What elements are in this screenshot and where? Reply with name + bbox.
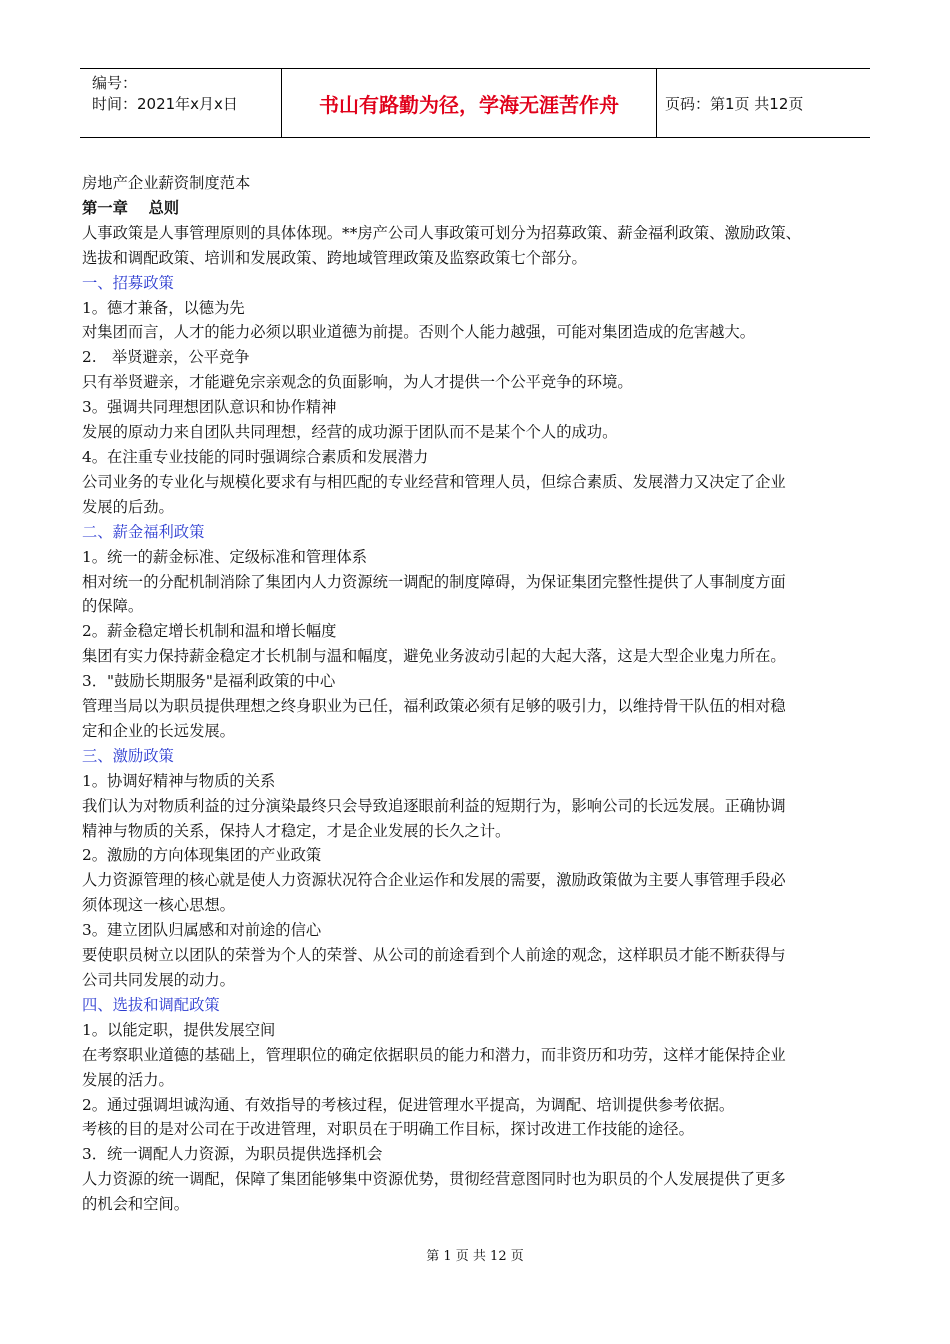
body-lines [82, 221, 872, 1217]
paragraph-line: 定和企业的长远发展。 [82, 721, 235, 740]
paragraph-line: 1。统一的薪金标准、定级标准和管理体系 [82, 547, 368, 566]
paragraph-line: 人事政策是人事管理原则的具体体现。**房产公司人事政策可划分为招募政策、薪金福利政策、激励政策、 [82, 223, 801, 242]
paragraph-line: 在考察职业道德的基础上，管理职位的确定依据职员的能力和潜力，而非资历和功劳，这样才能保持企业 [82, 1045, 786, 1064]
document-number-label: 编号： [92, 74, 138, 92]
paragraph-line: 3．统一调配人力资源，为职员提供选择机会 [82, 1145, 383, 1164]
paragraph-line: 人力资源管理的核心就是使人力资源状况符合企业运作和发展的需要，激励政策做为主要人事管理手段必 [82, 871, 786, 890]
paragraph-line: 2。激励的方向体现集团的产业政策 [82, 846, 322, 865]
paragraph-line: 3．"鼓励长期服务"是福利政策的中心 [82, 672, 336, 691]
chapter-heading: 第一章 总则 [82, 198, 180, 217]
paragraph-line: 4。在注重专业技能的同时强调综合素质和发展潜力 [82, 447, 429, 466]
paragraph-line: 集团有实力保持薪金稳定才长机制与温和幅度，避免业务波动引起的大起大落，这是大型企业鬼力所在。 [82, 647, 786, 666]
paragraph-line: 我们认为对物质利益的过分演染最终只会导致追逐眼前利益的短期行为，影响公司的长远发展。正确协调 [82, 796, 786, 815]
paragraph-line: 公司业务的专业化与规模化要求有与相匹配的专业经营和管理人员，但综合素质、发展潜力又决定了企业 [82, 472, 786, 491]
paragraph-line: 只有举贤避亲，才能避免宗亲观念的负面影响，为人才提供一个公平竞争的环境。 [82, 373, 633, 392]
page-header [80, 68, 870, 138]
section-heading: 三、激励政策 [82, 746, 174, 765]
paragraph-line: 人力资源的统一调配，保障了集团能够集中资源优势，贯彻经营意图同时也为职员的个人发展提供了更多 [82, 1170, 786, 1189]
paragraph-line: 1。协调好精神与物质的关系 [82, 771, 276, 790]
section-heading: 四、选拔和调配政策 [82, 995, 220, 1014]
header-motto: 书山有路勤为径，学海无涯苦作舟 [282, 69, 657, 137]
paragraph-line: 发展的后劲。 [82, 497, 174, 516]
paragraph-line: 的保障。 [82, 597, 144, 616]
paragraph-line: 发展的活力。 [82, 1070, 174, 1089]
page-footer: 第 1 页 共 12 页 [426, 1249, 524, 1264]
document-time-label: 时间：2021年x月x日 [92, 95, 238, 113]
document-body [82, 171, 872, 1217]
section-heading: 一、招募政策 [82, 273, 174, 292]
document-title: 房地产企业薪资制度范本 [82, 174, 251, 192]
header-meta [80, 69, 282, 137]
paragraph-line: 对集团而言，人才的能力必须以职业道德为前提。否则个人能力越强，可能对集团造成的危害越大。 [82, 323, 756, 342]
paragraph-line: 1。德才兼备，以德为先 [82, 298, 245, 317]
paragraph-line: 2. 举贤避亲，公平竞争 [82, 348, 250, 367]
paragraph-line: 精神与物质的关系，保持人才稳定，才是企业发展的长久之计。 [82, 821, 511, 840]
paragraph-line: 的机会和空间。 [82, 1195, 190, 1214]
paragraph-line: 相对统一的分配机制消除了集团内人力资源统一调配的制度障碍，为保证集团完整性提供了人事制度方面 [82, 572, 786, 591]
paragraph-line: 考核的目的是对公司在于改进管理，对职员在于明确工作目标，探讨改进工作技能的途径。 [82, 1120, 694, 1139]
header-page-info: 页码：第1页 共12页 [665, 94, 804, 113]
paragraph-line: 须体现这一核心思想。 [82, 896, 235, 915]
paragraph-line: 发展的原动力来自团队共同理想，经营的成功源于团队而不是某个个人的成功。 [82, 423, 618, 442]
paragraph-line: 3。强调共同理想团队意识和协作精神 [82, 398, 337, 417]
paragraph-line: 公司共同发展的动力。 [82, 971, 235, 989]
paragraph-line: 2。薪金稳定增长机制和温和增长幅度 [82, 622, 337, 641]
paragraph-line: 1。以能定职，提供发展空间 [82, 1020, 276, 1039]
paragraph-line: 选拔和调配政策、培训和发展政策、跨地域管理政策及监察政策七个部分。 [82, 248, 587, 267]
paragraph-line: 管理当局以为职员提供理想之终身职业为已任，福利政策必须有足够的吸引力，以维持骨干队伍的相对稳 [82, 697, 786, 716]
section-heading: 二、薪金福利政策 [82, 522, 205, 541]
paragraph-line: 2。通过强调坦诚沟通、有效指导的考核过程，促进管理水平提高，为调配、培训提供参考依据。 [82, 1095, 735, 1114]
paragraph-line: 3。建立团队归属感和对前途的信心 [82, 921, 322, 940]
paragraph-line: 要使职员树立以团队的荣誉为个人的荣誉、从公司的前途看到个人前途的观念，这样职员才能不断获得与 [82, 946, 786, 965]
